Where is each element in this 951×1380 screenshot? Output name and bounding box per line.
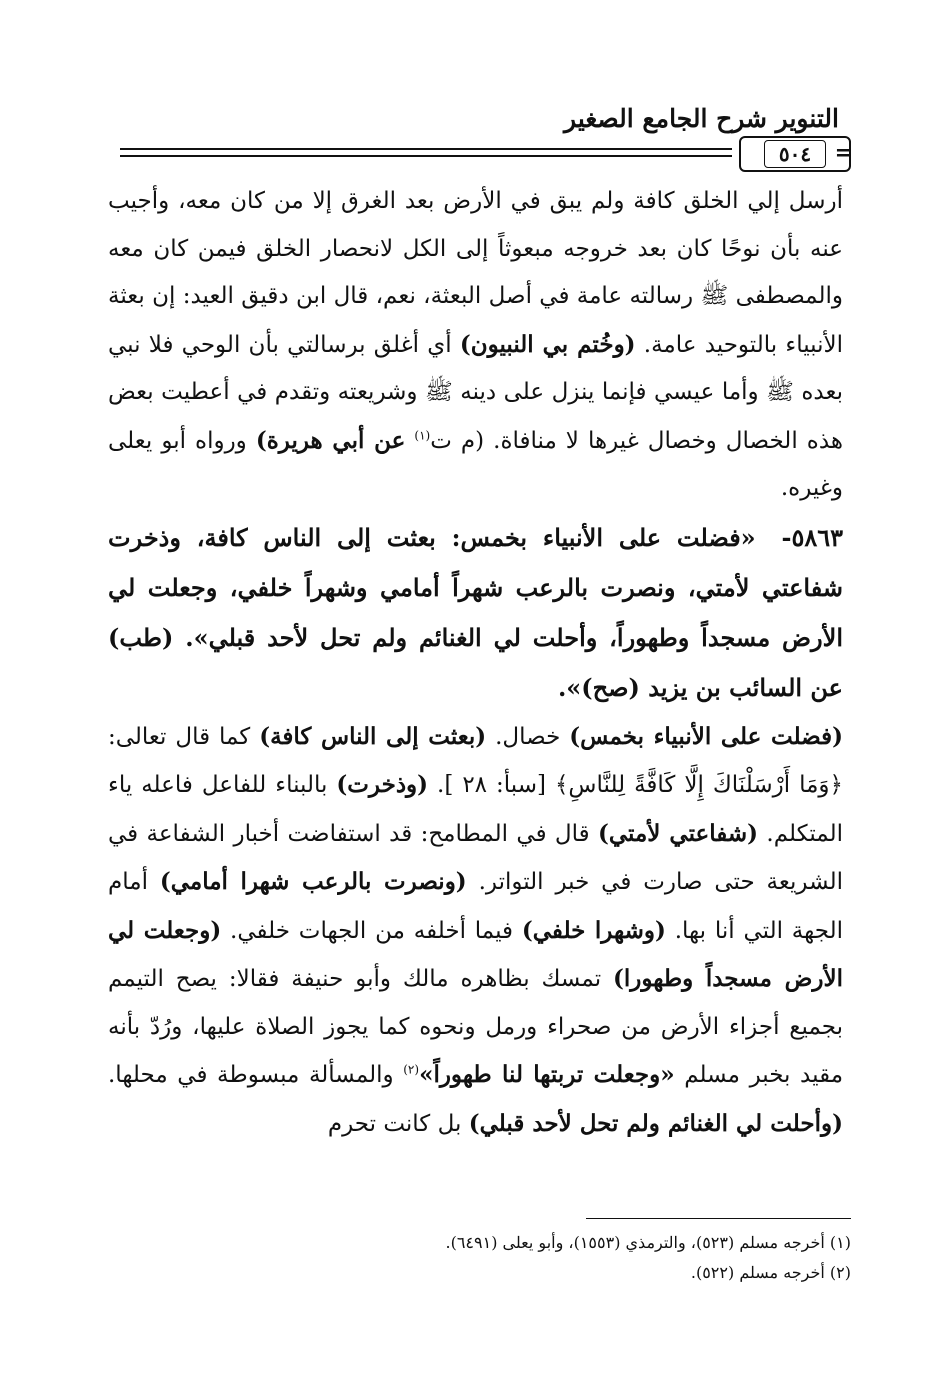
text-line: الخصال وخصال غيرها لا منافاة. (م ت bbox=[430, 427, 798, 454]
hadith-paragraph bbox=[108, 513, 843, 713]
text-line: الأنبياء بالتوحيد عامة. bbox=[643, 331, 843, 358]
page-marker: = bbox=[834, 140, 853, 166]
commentary-paragraph bbox=[108, 713, 843, 1149]
quoted-phrase: (وأحلت لي الغنائم ولم تحل لأحد قبلي) bbox=[468, 1109, 843, 1137]
footnote-ref: (١) bbox=[414, 427, 431, 442]
page-number: ٥٠٤ bbox=[764, 140, 826, 168]
book-title: التنوير شرح الجامع الصغير bbox=[564, 104, 839, 133]
footnote-ref: (٢) bbox=[403, 1062, 420, 1077]
text-line: خصال. bbox=[495, 723, 561, 750]
hadith-number: ٥٨٦٣- bbox=[781, 522, 844, 552]
text-line: كما قال تعالى: ﴿وَمَا أَرْسَلْنَاكَ إِلَّا كَافَّةً لِلنَّاسِ﴾ [سبأ: ٢٨ ]. bbox=[108, 723, 844, 798]
quoted-phrase: (ونصرت بالرعب شهرا أمامي) bbox=[159, 868, 467, 895]
quoted-phrase: (بعثت إلى الناس كافة) bbox=[259, 722, 487, 750]
text-line: بعده ﷺ وأما عيسي فإنما ينزل على دينه ﷺ وشريعته وتقدم في أعطيت بعض هذه bbox=[108, 379, 844, 454]
text-line: والمصطفى ﷺ رسالته عامة في أصل البعثة، نعم، قال ابن دقيق العيد: إن بعثة bbox=[108, 283, 843, 309]
quoted-phrase: (وشهرا خلفي) bbox=[521, 916, 666, 944]
quoted-phrase: (وذخرت) bbox=[336, 771, 429, 798]
footnote-item: (٢) أخرجه مسلم (٥٢٢). bbox=[690, 1263, 851, 1282]
quoted-phrase: (فضلت على الأنبياء بخمس) bbox=[569, 722, 844, 750]
text-line: أي أغلق برسالتي بأن الوحي فلا نبي bbox=[108, 331, 452, 358]
footnote-item: (١) أخرجه مسلم (٥٢٣)، والترمذي (١٥٥٣)، وأبو يعلى (٦٤٩١). bbox=[445, 1233, 851, 1252]
text-line: ورواه أبو يعلى وغيره. bbox=[108, 427, 843, 501]
quoted-phrase: (وجعلت لي الأرض مسجداً وطهورا) bbox=[108, 916, 843, 992]
hadith-text: «فضلت على الأنبياء بخمس: بعثت إلى الناس كافة، وذخرت شفاعتي لأمتي، ونصرت بالرعب شهراً أمامي وشهراً خلفي، وجعلت لي الأرض مسجداً وطهوراً، وأحلت لي الغنائم ولم تحل لأحد قبلي». (طب) عن السائب بن يزيد (صح)». bbox=[108, 522, 843, 702]
intro-paragraph bbox=[108, 178, 843, 513]
text-line: بأن نوحًا كان بعد خروجه مبعوثاً إلى الكل لانحصار الخلق فيمن كان معه bbox=[108, 235, 801, 262]
quoted-phrase: (وخُتم بي النبيون) bbox=[459, 330, 636, 358]
text-line: بالبناء للفاعل فاعله ياء المتكلم. bbox=[108, 772, 843, 847]
quoted-phrase: عن أبي هريرة) bbox=[255, 426, 406, 454]
footnotes bbox=[120, 1228, 851, 1288]
quoted-phrase: «وجعلت تربتها لنا طهوراً» bbox=[419, 1061, 675, 1088]
text-line: فيما أخلفه من الجهات خلفي. bbox=[230, 917, 514, 944]
text-line: والمسألة مبسوطة في محلها. bbox=[108, 1062, 394, 1088]
text-line: بل كانت تحرم bbox=[327, 1110, 462, 1137]
footnote-separator bbox=[586, 1218, 851, 1219]
quoted-phrase: (شفاعتي لأمتي) bbox=[597, 819, 759, 847]
text-line: تمسك بظاهره مالك وأبو حنيفة فقالا: يصح التيمم بجميع أجزاء الأرض من صحراء ورمل ونحوه كما يجوز الصلاة عليها، ورُدّ بأنه مقيد بخبر مسلم bbox=[108, 966, 844, 1088]
text-line: أمام الجهة التي أنا بها. bbox=[108, 869, 843, 944]
text-line: قال في المطامح: قد استفاضت أخبار الشفاعة في الشريعة حتى صارت في خبر التواتر. bbox=[108, 820, 843, 895]
header-rule-top bbox=[120, 148, 732, 150]
text-line: أرسل إلي الخلق كافة ولم يبق في الأرض بعد الغرق إلا من كان معه، وأجيب عنه bbox=[108, 188, 843, 262]
header-rule-bottom bbox=[120, 155, 732, 157]
main-text bbox=[108, 178, 843, 1148]
